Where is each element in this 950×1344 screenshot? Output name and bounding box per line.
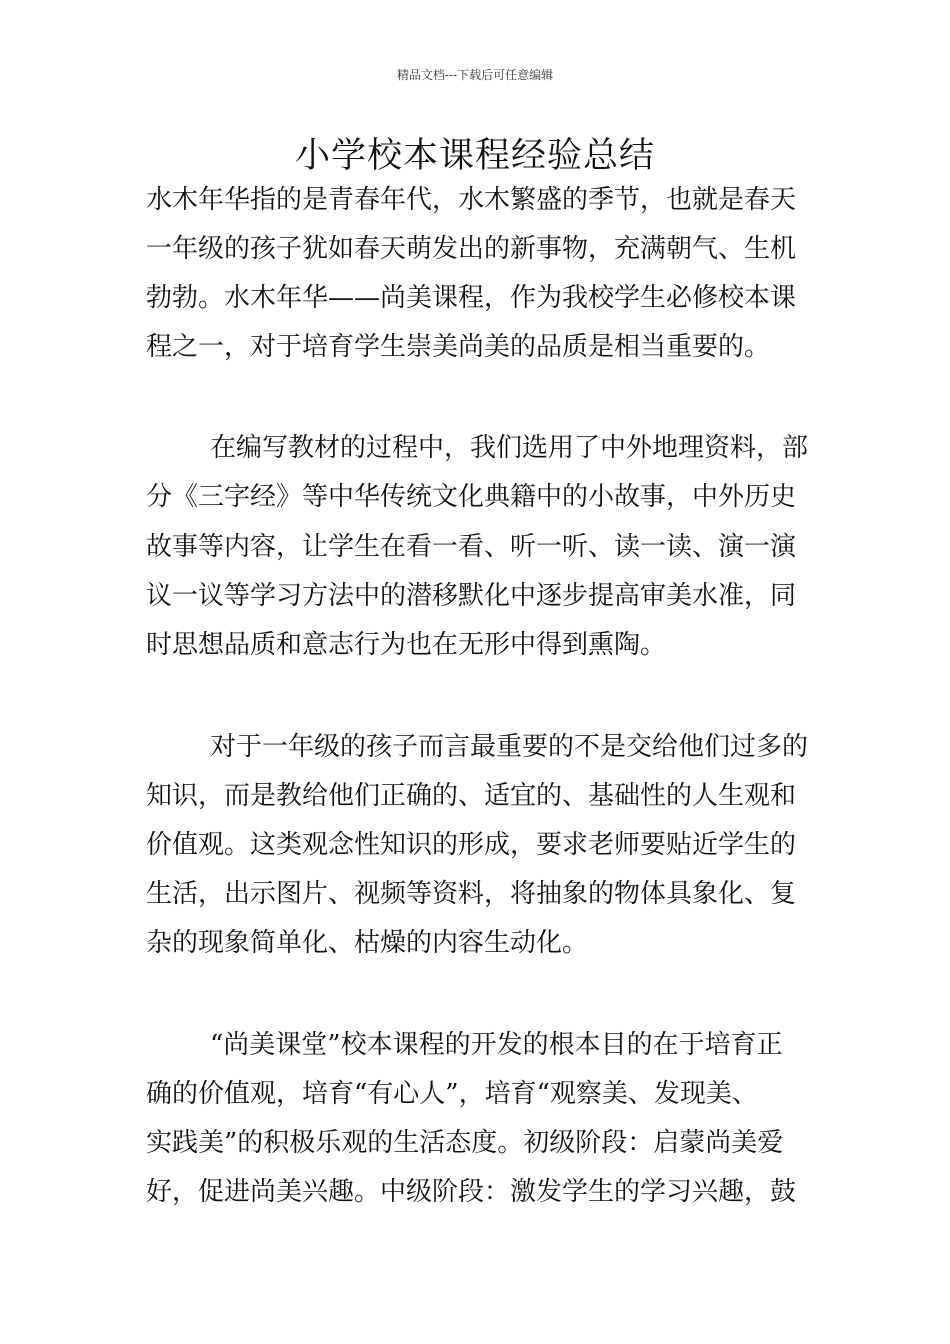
paragraph-1-line-1: 水木年华指的是青春年代，水木繁盛的季节，也就是春天	[146, 185, 797, 215]
paragraph-4-line-2: 确的价值观，培育“有心人”，培育“观察美、发现美、	[146, 1079, 758, 1109]
paragraph-4-line-4: 好，促进尚美兴趣。中级阶段：激发学生的学习兴趣，鼓	[146, 1177, 797, 1207]
paragraph-3-line-3: 价值观。这类观念性知识的形成，要求老师要贴近学生的	[146, 830, 797, 860]
paragraph-1-line-3: 勃勃。水木年华——尚美课程，作为我校学生必修校本课	[146, 283, 797, 313]
document-title: 小学校本课程经验总结	[294, 136, 655, 176]
paragraph-1-line-2: 一年级的孩子犹如春天萌发出的新事物，充满朝气、生机	[146, 234, 797, 264]
paragraph-2-line-2: 分《三字经》等中华传统文化典籍中的小故事，中外历史	[146, 482, 797, 512]
paragraph-2-line-5: 时思想品质和意志行为也在无形中得到熏陶。	[146, 630, 667, 660]
paragraph-4-line-3: 实践美”的积极乐观的生活态度。初级阶段：启蒙尚美爱	[146, 1128, 784, 1158]
paragraph-3-line-4: 生活，出示图片、视频等资料，将抽象的物体具象化、复	[146, 879, 797, 909]
paragraph-4-line-1: “尚美课堂”校本课程的开发的根本目的在于培育正	[210, 1030, 783, 1060]
paragraph-2-line-1: 在编写教材的过程中，我们选用了中外地理资料，部	[210, 433, 809, 463]
paragraph-3-line-5: 杂的现象简单化、枯燥的内容生动化。	[146, 928, 589, 958]
paragraph-3-line-2: 知识，而是教给他们正确的、适宜的、基础性的人生观和	[146, 781, 797, 811]
header-note: 精品文档---下载后可任意编辑	[396, 68, 554, 82]
paragraph-1-line-4: 程之一，对于培育学生崇美尚美的品质是相当重要的。	[146, 332, 771, 362]
paragraph-3-line-1: 对于一年级的孩子而言最重要的不是交给他们过多的	[210, 732, 809, 762]
paragraph-2-line-4: 议一议等学习方法中的潜移默化中逐步提高审美水准，同	[146, 581, 797, 611]
paragraph-2-line-3: 故事等内容，让学生在看一看、听一听、读一读、演一演	[146, 532, 797, 562]
